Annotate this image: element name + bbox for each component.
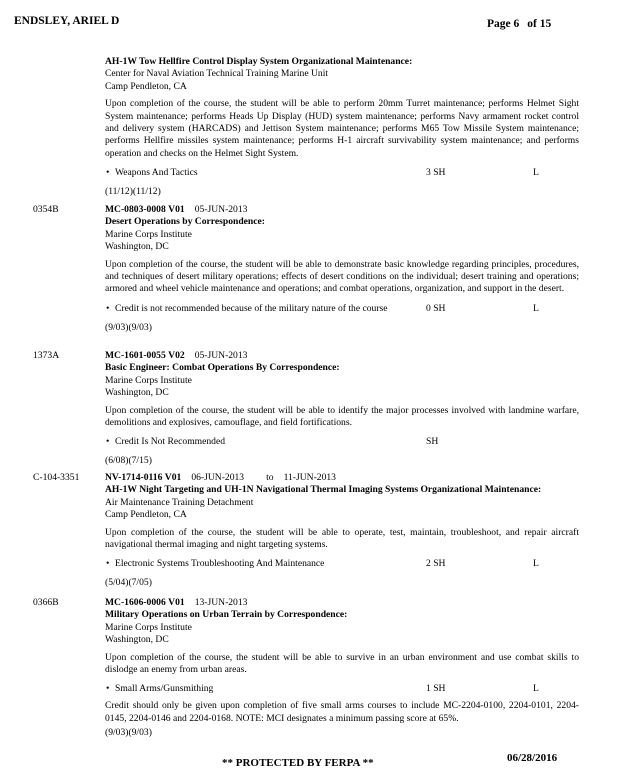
course-code: 1373A	[33, 350, 60, 361]
course-id: MC-1601-0055	[105, 350, 166, 361]
credit-level: L	[533, 683, 539, 695]
course-institution: Air Maintenance Training Detachment	[105, 496, 254, 508]
course-code: 0366B	[33, 597, 59, 608]
course-description: Upon completion of the course, the student will be able to identify the major processes involved with landmine warfare, demolitions and explosives, camouflage, and field fortifications.	[105, 404, 579, 429]
course-code: C-104-3351	[33, 472, 80, 483]
page-total: of 15	[527, 18, 552, 30]
course-location: Washington, DC	[105, 241, 169, 253]
course-date-to: to	[266, 472, 274, 483]
bullet-icon: •	[106, 167, 110, 179]
course-version: V02	[168, 350, 185, 361]
credit-hours: SH	[426, 436, 439, 448]
credit-level: L	[533, 167, 539, 179]
course-version: V01	[168, 597, 185, 608]
course-id-line	[105, 597, 579, 609]
credit-row	[105, 558, 579, 570]
course-title: Desert Operations by Correspondence:	[105, 216, 265, 228]
bullet-icon: •	[106, 436, 110, 448]
course-id: MC-1606-0006	[105, 597, 166, 608]
page-indicator	[487, 18, 551, 30]
credit-name: Electronic Systems Troubleshooting And Maintenance	[115, 558, 325, 570]
print-date: 06/28/2016	[507, 752, 558, 764]
course-body	[105, 350, 579, 468]
course-dates: (6/08)(7/15)	[105, 455, 152, 467]
course-title: AH-1W Tow Hellfire Control Display System Organizational Maintenance:	[105, 56, 413, 67]
course-title: Military Operations on Urban Terrain by Correspondence:	[105, 609, 348, 621]
course-body	[105, 472, 579, 590]
credit-level: L	[533, 558, 539, 570]
course-institution: Marine Corps Institute	[105, 621, 192, 633]
course-id: MC-0803-0008	[105, 204, 166, 215]
credit-hours: 1 SH	[426, 683, 446, 695]
course-location: Camp Pendleton, CA	[105, 80, 187, 92]
course-body	[105, 204, 579, 334]
course-location: Washington, DC	[105, 387, 169, 399]
course-id-line	[105, 350, 579, 362]
student-name: ENDSLEY, ARIEL D	[14, 15, 120, 27]
course-note: Credit should only be given upon completion of five small arms courses to include MC-2204-0100, 2204-0101, 2204-0145, 2204-0146 and 2204-0168. NOTE: MCI designates a minimum passing score at 65%.	[105, 700, 579, 724]
course-dates: (9/03)(9/03)	[105, 321, 152, 333]
course-body	[105, 597, 579, 740]
credit-row	[105, 303, 579, 315]
course-code: 0354B	[33, 204, 59, 215]
credit-row	[105, 167, 579, 179]
credit-hours: 0 SH	[426, 302, 446, 314]
course-dates: (5/04)(7/05)	[105, 577, 152, 589]
course-institution: Marine Corps Institute	[105, 228, 192, 240]
course-version: V01	[164, 472, 182, 483]
course-institution: Marine Corps Institute	[105, 374, 192, 386]
credit-row	[105, 436, 579, 448]
page-number: Page 6	[487, 18, 520, 30]
credit-name: Small Arms/Gunsmithing	[115, 683, 214, 695]
credit-name: Credit is not recommended because of the military nature of the course	[115, 302, 388, 314]
course-date-start: 13-JUN-2013	[194, 597, 248, 608]
course-dates: (11/12)(11/12)	[105, 186, 161, 198]
credit-name: Credit Is Not Recommended	[115, 436, 226, 448]
course-institution: Center for Naval Aviation Technical Training Marine Unit	[105, 68, 329, 80]
course-date-start: 05-JUN-2013	[194, 350, 248, 361]
course-dates: (9/03)(9/03)	[105, 727, 152, 739]
credit-hours: 2 SH	[426, 558, 446, 570]
credit-row	[105, 683, 579, 695]
credit-name: Weapons And Tactics	[115, 167, 198, 179]
credit-level: L	[533, 302, 539, 314]
course-body	[105, 56, 579, 199]
ferpa-notice: ** PROTECTED BY FERPA **	[222, 757, 374, 769]
bullet-icon: •	[106, 558, 110, 570]
course-id-line	[105, 204, 579, 216]
bullet-icon: •	[106, 683, 110, 695]
bullet-icon: •	[106, 302, 110, 314]
course-version: V01	[168, 204, 185, 215]
course-location: Washington, DC	[105, 634, 169, 646]
course-description: Upon completion of the course, the student will be able to operate, test, maintain, troubleshoot, and repair aircraft navigational thermal imaging and night targeting systems.	[105, 526, 579, 551]
course-location: Camp Pendleton, CA	[105, 509, 187, 521]
course-description: Upon completion of the course, the student will be able to survive in an urban environment and use combat skills to dislodge an enemy from urban areas.	[105, 651, 579, 676]
course-title: AH-1W Night Targeting and UH-1N Navigational Thermal Imaging Systems Organizational Maintenance:	[105, 484, 542, 496]
course-date-end: 11-JUN-2013	[283, 472, 336, 483]
course-description: Upon completion of the course, the student will be able to demonstrate basic knowledge regarding principles, procedures, and techniques of desert military operations; effects of desert conditions on the individual; desert training and operations; armored and wheel vehicle maintenance and operations; and combat operations, organization, and support in the desert.	[105, 258, 579, 295]
course-id-line	[105, 472, 579, 484]
course-description: Upon completion of the course, the student will be able to perform 20mm Turret maintenance; performs Helmet Sight System maintenance; performs Heads Up Display (HUD) system maintenance; performs Navy armament rocket control and delivery system (HARCADS) and Jettison System maintenance; performs M65 Tow Missile System maintenance; performs Hellfire missiles system maintenance; performs H-1 aircraft survivability system maintenance; and performs operation and checks on the Helmet Sight System.	[105, 98, 579, 159]
course-date-start: 05-JUN-2013	[194, 204, 248, 215]
course-title: Basic Engineer: Combat Operations By Correspondence:	[105, 362, 340, 374]
course-id: NV-1714-0116	[105, 472, 163, 483]
credit-hours: 3 SH	[426, 167, 446, 179]
course-date-start: 06-JUN-2013	[191, 472, 245, 483]
